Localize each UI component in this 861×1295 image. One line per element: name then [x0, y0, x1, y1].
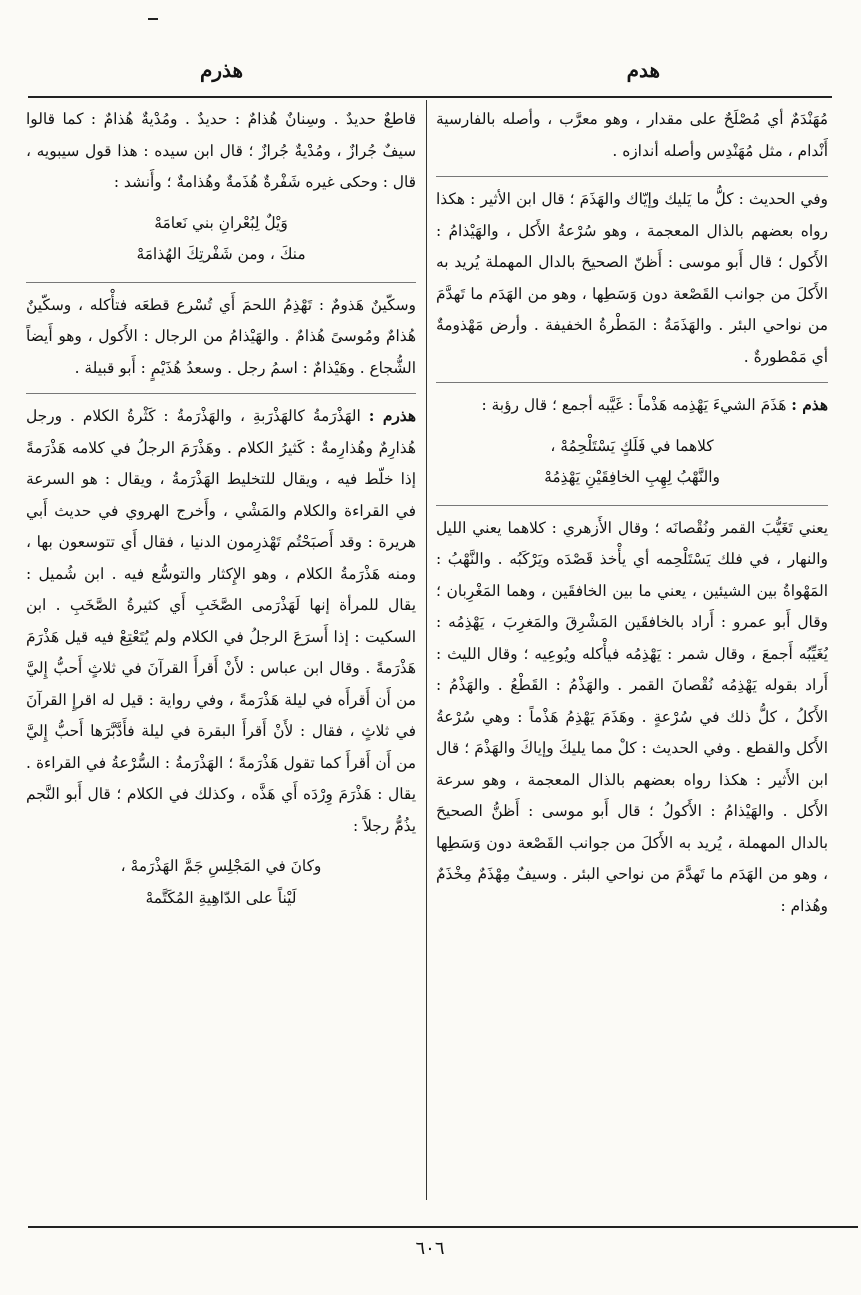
entry-paragraph — [26, 401, 416, 842]
poetry-verse — [26, 851, 416, 914]
page-number: ٦٠٦ — [415, 1238, 445, 1259]
paragraph-separator — [436, 382, 828, 383]
header-rule — [28, 96, 832, 98]
root-headword: هذم : — [791, 396, 828, 414]
print-mark — [148, 18, 158, 20]
poetry-verse — [26, 208, 416, 271]
verse-line: والنَّهْبُ لِهِبِ الخافِقَيْنِ يَهْذِمُهْ — [544, 468, 720, 486]
entry-paragraph — [436, 390, 828, 422]
root-headword: هذرم : — [368, 407, 416, 425]
entry-paragraph: قاطعٌ حديدٌ . وسِنانٌ هُذامٌ : حديدٌ . ومُدْيةٌ هُذامٌ : كما قالوا سيفٌ جُرازٌ ، ومُدْيةٌ جُرازٌ ؛ قال ابن سيده : هذا قول سيبويه ، قال : وحكى غيره شَفْرةٌ هُذَمةٌ وهُذامةٌ ؛ وأَنشد : — [26, 110, 416, 191]
paragraph-separator — [436, 176, 828, 177]
entry-text: الهَذْرَمةُ كالهَذْرَبةِ ، والهَذْرَمةُ : كَثْرةُ الكلام . ورجل هُذارِمٌ وهُذارِمةٌ : كَثيرُ الكلام . وهَذْرَمَ الرجلُ في كلامه هَذْرَمةً إذا خلّط فيه ، ويقال للتخليط الهَذْرَمةُ ، ويقال : هو السرعة في القراءة والكلام والمَشْي ، وأَخرج الهروي في حديث أَبي هريرة : وقد أَصبَحْتُم تَهْذرِمون الدنيا ، فقال أَي تتوسعون بها ، ومنه هَذْرَمةُ الكلام ، وهو الإِكثار والتوسُّع فيه . ابن شُميل : يقال للمرأة إنها لَهَذْرَمى الصَّخَبِ أَي كثيرةُ الصَّخَبِ . ابن السكيت : إذا أَسرَعَ الرجلُ في الكلام ولم يُتَعْتِعْ فيه قيل هَذْرَمَ هَذْرَمةً . وقال ابن عباس : لأَنْ أَقرأَ القرآنَ في ثلاثٍ أَحبُّ إِليَّ من أَن أَقرأَه في ليلة هَذْرَمةً ، وفي رواية : قيل له اقرإِ القرآنَ في ثلاثٍ ، فقال : لأَنْ أَقرأَ البقرة في ليلة فأَدَّبَّرَها أَحبُّ إِليَّ من أَن أَقرأَ كما تقول هَذْرَمةً ؛ الهَذْرَمةُ : السُّرْعةُ في القراءة . يقال : هَذْرَمَ وِرْدَه أَي هَذَّه ، وكذلك في الكلام ؛ قال أَبو النَّجم يذُمُّ رجلاً : — [26, 407, 416, 835]
verse-line: وَيْلٌ لِبُعْرانِ بني نَعامَهْ — [154, 213, 288, 232]
entry-paragraph: وفي الحديث : كلُّ ما يَليك وإيّاك والهَذَمَ ؛ قال ابن الأثير : هكذا رواه بعضهم بالذال المعجمة ، وهو سُرْعةُ الأَكل ، والهَيْذامُ : الأَكول ؛ قال أَبو موسى : أَظنّ الصحيحَ بالدال المهملة يُريد به الأَكلَ من جوانب القَصْعة دون وَسَطِها ، وهو من الهَدَم ما تَهدَّمَ من نواحي البئر . والهَذَمَةُ : المَطْرةُ الخفيفة . وأرض مَهْذومةٌ أي مَمْطورةٌ . — [436, 190, 828, 366]
verse-line: وكانَ في المَجْلِسِ جَمَّ الهَذْرَمهْ ، — [120, 857, 322, 875]
running-head-right: هدم — [626, 58, 660, 82]
footer-rule — [28, 1226, 858, 1228]
poetry-verse — [436, 431, 828, 494]
page-header — [30, 58, 830, 90]
paragraph-separator — [26, 282, 416, 283]
verse-line: كلاهما في فَلَكٍ يَسْتَلْحِمُهْ ، — [550, 436, 714, 455]
entry-paragraph: مُهَنْدَمٌ أي مُصْلَحٌ على مقدار ، وهو معرَّب ، وأصله بالفارسية أَنْدام ، مثل مُهَنْدِس وأصله أندازه . — [436, 110, 828, 160]
column-divider — [426, 100, 427, 1200]
entry-paragraph: يعني تَغَيُّبَ القمر ونُقْصانَه ؛ وقال الأَزهري : كلاهما يعني الليل والنهار ، في فلك يَسْتَلْحِمه أي يأْخذ قَصْدَه ويَرْكَبُه . والنَّهْبُ : المَهْواةُ بين الشيئين ، يعني ما بين الخافقَين ، وهما المَغْرِبان ؛ وقال أَبو عمرو : أَراد بالخافقَين المَشْرِقَ والمَغرِبَ ، يَهْذِمُه : يُغَيِّبُه أَجمعَ ، وقال شمر : يَهْذِمُه فيأْكله ويُوعِيه ؛ وقال الليث : أَراد بقوله يَهْذِمُه نُقْصانَ القمر . والهَذْمُ : القَطْعُ . والهَذْمُ : الأَكلُ ، كلُّ ذلك في سُرْعةٍ . وهَذَمَ يَهْذِمُ هَذْماً : وهي سُرْعةُ الأَكل والقطع . وفي الحديث : كلْ مما يليكَ وإياكَ والهَذْمَ ؛ قال ابن الأَثير : هكذا رواه بعضهم بالذال المعجمة ، وهو سرعة الأَكل . والهَيْذامُ : الأَكولُ ؛ قال أَبو موسى : أَظنُّ الصحيحَ بالدال المهملة ، يُريد به الأَكلَ من جوانب القَصْعة دون وَسَطِها ، وهو من الهَدَم ما تَهدَّمَ من نواحي البئر . وسيفٌ مِهْذَمٌ مِخْذَمٌ وهُذام : — [436, 518, 828, 915]
paragraph-separator — [436, 505, 828, 506]
paragraph-separator — [26, 393, 416, 394]
entry-text: هَذَمَ الشيءَ يَهْذِمه هَذْماً : غَيَّبه أجمع ؛ قال رؤبة : — [481, 396, 787, 414]
left-column — [26, 104, 416, 1199]
verse-line: لَيْناً على الدّاهِيةِ المُكَتَّمهْ — [145, 888, 297, 907]
verse-line: منكَ ، ومن شَفْرتِكَ الهُذامَهْ — [136, 245, 306, 263]
entry-paragraph: وسكّينٌ هَذومٌ : تَهْذِمُ اللحمَ أَي تُسْرع قطعَه فتأْكله ، وسكّينٌ هُذامٌ ومُوسىً هُذامٌ . والهَيْذامُ من الرجال : الأَكول ، وهو أَيضاً الشُّجاع . وهَيْذامٌ : اسمُ رجل . وسعدُ هُذَيْمٍ : أَبو قبيلة . — [26, 295, 416, 377]
right-column — [436, 104, 828, 1199]
running-head-left: هذرم — [200, 58, 244, 82]
